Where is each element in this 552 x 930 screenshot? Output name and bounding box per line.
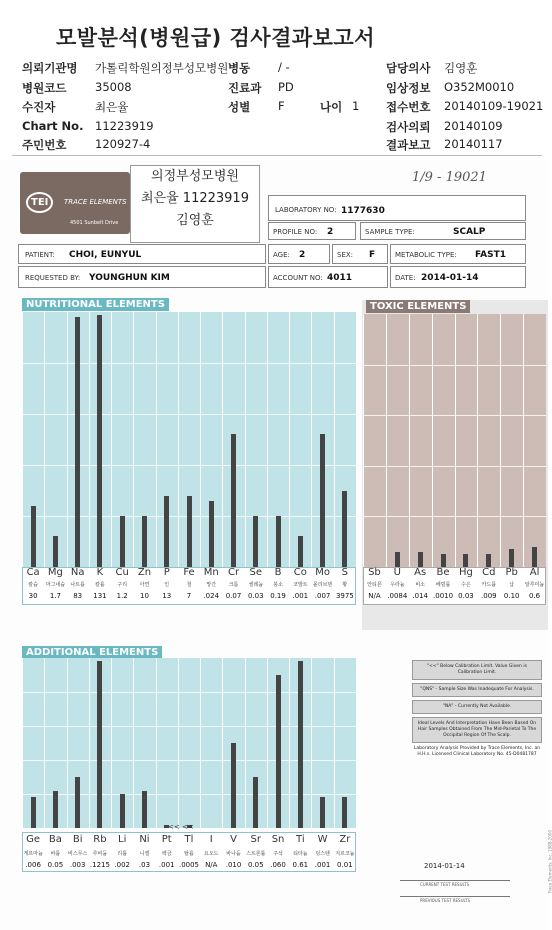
- element-sym: U: [393, 567, 401, 578]
- level-bar: [120, 516, 125, 567]
- element-name: 니켈: [139, 851, 150, 857]
- element-column: [156, 658, 178, 828]
- level-bar: [75, 317, 80, 567]
- element-column: [289, 312, 311, 567]
- lab-sex-value: F: [369, 250, 376, 260]
- element-val: 83: [73, 592, 83, 600]
- age-box: [268, 244, 330, 264]
- element-name: 지르코늄: [335, 851, 355, 857]
- element-val: .001: [158, 861, 175, 869]
- level-bar: [231, 743, 236, 828]
- level-bar: [342, 491, 347, 568]
- element-sym: Al: [529, 567, 540, 578]
- metabolic-value: FAST1: [475, 250, 506, 260]
- element-sym: Cr: [227, 567, 240, 578]
- element-name: 주석: [273, 851, 283, 857]
- additional-symbols: [22, 834, 356, 848]
- element-val: 0.19: [270, 592, 286, 600]
- stamp-line: 의정부성모병원: [151, 169, 239, 184]
- level-bar: [418, 552, 423, 567]
- ward-label: 병동: [228, 61, 251, 75]
- nutritional-title: NUTRITIONAL ELEMENTS: [22, 298, 169, 311]
- level-bar: [97, 661, 102, 828]
- element-sym: Cd: [482, 567, 496, 578]
- element-sym: Fe: [183, 567, 195, 578]
- tei-logo-icon: TEI: [26, 192, 53, 213]
- element-val: 0.03: [247, 592, 264, 600]
- element-name: 카드뮴: [481, 582, 497, 588]
- additional-title: ADDITIONAL ELEMENTS: [22, 646, 162, 659]
- element-sym: Sn: [271, 834, 285, 845]
- element-val: .001: [314, 861, 331, 869]
- field-value: 20140109-19021: [444, 99, 544, 113]
- element-val: 3975: [335, 592, 354, 600]
- level-bar: [320, 434, 325, 567]
- requested-label: REQUESTED BY:: [25, 274, 81, 282]
- element-column: [523, 314, 546, 567]
- element-sym: Sr: [250, 834, 262, 845]
- element-column: [200, 658, 222, 828]
- element-sym: Ti: [296, 834, 305, 845]
- element-val: 0.6: [528, 592, 541, 600]
- element-val: .024: [203, 592, 220, 600]
- field-label: 임상정보: [386, 81, 431, 95]
- level-bar: [253, 516, 258, 567]
- level-bar: [142, 791, 147, 828]
- level-bar: [209, 501, 214, 567]
- sample-label: SAMPLE TYPE:: [365, 228, 415, 236]
- element-val: .006: [25, 861, 41, 869]
- element-sym: Mn: [203, 567, 219, 578]
- element-val: 13: [162, 592, 172, 600]
- level-bar: [120, 794, 125, 828]
- field-label: 접수번호: [386, 100, 431, 114]
- element-name: 황: [342, 582, 348, 588]
- account-label: ACCOUNT NO:: [273, 274, 323, 282]
- logo-address: 4501 Sunbelt Drive: [70, 220, 119, 226]
- legend-note: "NA" - Currently Not Available.: [412, 700, 542, 714]
- element-name: 스트론튬: [246, 851, 266, 857]
- element-name: 탈륨: [184, 851, 194, 857]
- lab-age-value: 2: [299, 250, 306, 260]
- toxic-chart: [363, 314, 546, 567]
- element-sym: Li: [118, 834, 127, 845]
- previous-results-label: PREVIOUS TEST RESULTS: [420, 898, 471, 903]
- level-bar: [164, 496, 169, 567]
- level-bar: [509, 549, 514, 567]
- field-label: 주민번호: [22, 138, 67, 152]
- element-val: 0.03: [458, 592, 474, 600]
- copyright-note: Trace Elements, Inc. 1988-2000: [547, 830, 552, 894]
- patient-box: [18, 244, 266, 264]
- legend-note: "QNS" - Sample Size Was Inadequate For Analysis.: [412, 683, 542, 697]
- element-sym: B: [274, 567, 282, 578]
- element-val: .1215: [89, 861, 110, 869]
- level-bar: [276, 516, 281, 567]
- toxic-title: TOXIC ELEMENTS: [366, 300, 470, 313]
- element-sym: Hg: [459, 567, 473, 578]
- element-val: 30: [28, 592, 38, 600]
- current-results-label: CURRENT TEST RESULTS: [420, 882, 470, 887]
- element-name: 칼륨: [95, 582, 105, 588]
- element-sym: I: [209, 834, 213, 845]
- element-column: [500, 314, 523, 567]
- level-bar: [276, 675, 281, 828]
- element-sym: K: [96, 567, 104, 578]
- element-name: 철: [186, 582, 192, 588]
- element-sym: Zr: [339, 834, 351, 845]
- report-title: 모발분석(병원급) 검사결과보고서: [56, 26, 376, 50]
- element-column: [477, 314, 500, 567]
- element-sym: Ba: [48, 834, 62, 845]
- field-label: 수진자: [22, 100, 56, 114]
- element-sym: Pb: [505, 567, 518, 578]
- date-value: 2014-01-14: [421, 273, 479, 283]
- element-sym: W: [317, 834, 328, 845]
- date-box: [390, 266, 526, 288]
- nutritional-symbols: [22, 567, 356, 581]
- field-value: 김영훈: [444, 61, 478, 75]
- element-name: 티타늄: [293, 851, 308, 857]
- level-bar: [31, 506, 36, 567]
- handwritten-note: 1/9 - 19021: [412, 170, 487, 185]
- element-sym: Ge: [26, 834, 41, 845]
- element-val: 10: [140, 592, 149, 600]
- element-name: 붕소: [273, 582, 283, 588]
- element-sym: Tl: [184, 834, 194, 845]
- element-sym: Mg: [47, 567, 63, 578]
- element-name: 납: [509, 582, 515, 588]
- element-sym: As: [414, 567, 427, 578]
- element-sym: Rb: [93, 834, 107, 845]
- ward-value: / -: [278, 60, 290, 74]
- element-val: 0.01: [337, 861, 353, 869]
- element-column: [455, 314, 478, 567]
- profile-label: PROFILE NO:: [273, 228, 318, 236]
- element-val: .060: [270, 861, 286, 869]
- element-name: 루비듐: [92, 851, 108, 857]
- field-value: 가톨릭학원의정부성모병원: [95, 61, 229, 75]
- element-val: 131: [93, 592, 107, 600]
- element-name: 구리: [117, 582, 128, 588]
- lab-no-box: [268, 195, 526, 221]
- element-sym: V: [230, 834, 237, 845]
- element-sym: Ni: [139, 834, 150, 845]
- element-sym: Co: [293, 567, 307, 578]
- element-name: 비소: [415, 582, 426, 588]
- element-sym: Be: [436, 567, 450, 578]
- level-bar: [463, 554, 468, 567]
- element-val: 0.05: [247, 861, 264, 869]
- field-value: O352M0010: [444, 80, 515, 94]
- element-sym: Mo: [315, 567, 330, 578]
- patient-value: CHOI, EUNYUL: [69, 250, 142, 260]
- element-val: 1.7: [49, 592, 61, 600]
- element-val: .010: [225, 861, 242, 869]
- requested-value: YOUNGHUN KIM: [89, 273, 170, 283]
- level-bar: [253, 777, 258, 828]
- hospital-stamp: [130, 165, 260, 243]
- profile-box: [268, 222, 356, 240]
- nutritional-names: [22, 581, 356, 591]
- element-val: N/A: [205, 861, 218, 869]
- level-bar: [342, 797, 347, 828]
- level-bar: [53, 791, 58, 828]
- field-label: 결과보고: [386, 138, 431, 152]
- element-sym: Cu: [115, 567, 129, 578]
- element-name: 리튬: [117, 851, 128, 857]
- additional-values: [22, 861, 356, 871]
- element-val: 0.61: [292, 861, 309, 869]
- element-val: 7: [186, 592, 192, 600]
- divider: [400, 896, 510, 897]
- element-name: 수은: [461, 582, 471, 588]
- nutritional-chart: [22, 312, 356, 567]
- level-bar: [298, 536, 303, 567]
- level-bar: [298, 661, 303, 828]
- sex-box: [332, 244, 388, 264]
- patient-label: PATIENT:: [25, 251, 55, 259]
- level-bar: [486, 554, 491, 567]
- element-sym: Se: [249, 567, 263, 578]
- level-bar: [53, 536, 58, 567]
- element-name: 몰리브덴: [312, 582, 333, 588]
- element-name: 마그네슘: [45, 582, 66, 588]
- bottom-date: 2014-01-14: [424, 862, 465, 870]
- element-name: 게르마늄: [23, 851, 43, 857]
- element-column: [363, 314, 386, 567]
- lab-logo: [20, 172, 130, 234]
- field-value: 120927-4: [95, 137, 151, 151]
- field-label: 병원코드: [22, 81, 67, 95]
- nutritional-values: [22, 592, 356, 602]
- element-name: 안티몬: [367, 582, 382, 588]
- element-name: 베릴륨: [435, 582, 451, 588]
- age-label: 나이: [320, 100, 343, 114]
- level-bar: [142, 516, 147, 567]
- element-column: [178, 658, 200, 828]
- element-sym: P: [163, 567, 170, 578]
- element-val: 1.2: [116, 592, 128, 600]
- divider: [400, 880, 510, 881]
- divider: [12, 155, 542, 156]
- element-name: 셀레늄: [248, 582, 264, 588]
- metabolic-box: [390, 244, 526, 264]
- field-value: 35008: [95, 80, 132, 94]
- element-val: .003: [69, 861, 86, 869]
- element-sym: Na: [70, 567, 85, 578]
- element-val: 0.05: [47, 861, 64, 869]
- lab-no-value: 1177630: [341, 206, 385, 216]
- lab-sex-label: SEX:: [337, 251, 354, 259]
- element-val: .03: [138, 861, 151, 869]
- element-name: 백금: [161, 851, 172, 857]
- element-name: 바나듐: [226, 851, 241, 857]
- element-sym: S: [341, 567, 349, 578]
- field-value: 11223919: [95, 119, 154, 133]
- element-name: 망간: [206, 582, 217, 588]
- element-val: .001: [292, 592, 309, 600]
- age-value: 1: [352, 99, 360, 113]
- metabolic-label: METABOLIC TYPE:: [395, 251, 457, 259]
- element-name: 텅스텐: [315, 851, 330, 857]
- profile-value: 2: [327, 227, 334, 237]
- legend-note: "<<" Below Calibration Limit. Value Given is Calibration Limit.: [412, 660, 542, 680]
- sex-value: F: [278, 99, 285, 113]
- element-name: 아연: [139, 582, 150, 588]
- element-name: 인: [164, 582, 170, 588]
- field-value: 20140109: [444, 119, 503, 133]
- element-name: 코발트: [293, 582, 308, 588]
- element-column: [44, 312, 66, 567]
- level-bar: [532, 547, 537, 567]
- level-bar: [441, 554, 446, 567]
- element-sym: Pt: [161, 834, 172, 845]
- level-bar: [97, 315, 102, 567]
- element-name: 칼슘: [28, 582, 38, 588]
- below-limit-marks: << <<: [168, 823, 194, 831]
- field-value: 최은율: [95, 100, 129, 114]
- element-sym: Bi: [72, 834, 83, 845]
- legend-note: Laboratory Analysis Provided by Trace Elements, Inc. an H.H.s. Licensed Clinical Laboratory No. 45-D0481787: [413, 746, 541, 757]
- element-val: .014: [412, 592, 428, 600]
- element-column: [409, 314, 432, 567]
- requested-box: [18, 266, 266, 288]
- element-name: 요오드: [204, 851, 219, 857]
- account-box: [268, 266, 388, 288]
- stamp-line: 최은율 11223919: [141, 191, 249, 206]
- account-value: 4011: [327, 273, 353, 283]
- element-name: 비스무스: [68, 851, 88, 857]
- element-val: 0.10: [503, 592, 520, 600]
- toxic-values: [363, 592, 546, 602]
- legend-note: Ideal Levels And Interpretation Have Been Based On Hair Samples Obtained From The Mid-Parietal To The Occipital Region Of The Scalp.: [412, 717, 542, 743]
- element-sym: Ca: [26, 567, 40, 578]
- sex-label: 성별: [228, 100, 251, 114]
- level-bar: [75, 777, 80, 828]
- level-bar: [395, 552, 400, 567]
- element-val: .002: [114, 861, 130, 869]
- sample-value: SCALP: [453, 227, 486, 237]
- lab-age-label: AGE:: [273, 251, 290, 259]
- element-name: 나트륨: [70, 582, 85, 588]
- sample-box: [360, 222, 526, 240]
- element-name: 알루미늄: [524, 582, 545, 588]
- element-name: 우라늄: [390, 582, 405, 588]
- level-bar: [320, 797, 325, 828]
- toxic-names: [363, 581, 546, 591]
- dept-value: PD: [278, 80, 294, 94]
- element-name: 바륨: [50, 851, 61, 857]
- legend-panel: [412, 660, 542, 820]
- logo-name: TRACE ELEMENTS: [64, 198, 127, 206]
- additional-chart: [22, 658, 356, 828]
- element-val: .007: [314, 592, 331, 600]
- additional-names: [22, 850, 356, 860]
- element-sym: Sb: [368, 567, 381, 578]
- element-name: 크롬: [228, 582, 239, 588]
- element-column: [386, 314, 409, 567]
- level-bar: [31, 797, 36, 828]
- element-val: .0005: [178, 861, 200, 869]
- element-val: .0084: [387, 592, 408, 600]
- field-label: Chart No.: [22, 119, 84, 133]
- element-val: .0010: [433, 592, 454, 600]
- field-label: 검사의뢰: [386, 120, 431, 134]
- element-val: 0.07: [225, 592, 242, 600]
- element-sym: Zn: [137, 567, 152, 578]
- element-val: .009: [481, 592, 497, 600]
- level-bar: [187, 496, 192, 567]
- lab-no-label: LABORATORY NO:: [275, 206, 337, 214]
- element-val: N/A: [368, 592, 381, 600]
- element-column: [432, 314, 455, 567]
- field-label: 담당의사: [386, 61, 431, 75]
- level-bar: [231, 434, 236, 567]
- toxic-symbols: [363, 567, 546, 581]
- stamp-line: 김영훈: [176, 213, 214, 228]
- field-value: 20140117: [444, 137, 503, 151]
- date-label: DATE:: [395, 274, 416, 282]
- dept-label: 진료과: [228, 81, 262, 95]
- field-label: 의뢰기관명: [22, 61, 78, 75]
